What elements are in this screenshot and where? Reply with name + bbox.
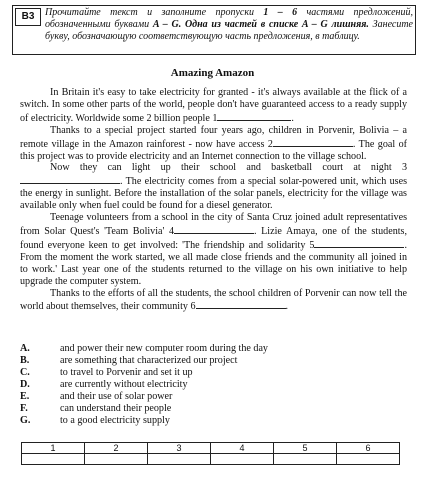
paragraph-3 xyxy=(20,162,407,212)
instruction-range: 1 – 6 xyxy=(263,7,298,18)
options-list xyxy=(20,343,400,427)
option-text: and power their new computer room during the day xyxy=(60,343,268,354)
reading-text xyxy=(20,87,407,313)
paragraph-4 xyxy=(20,212,407,287)
gap-1[interactable] xyxy=(217,111,291,121)
option-text: can understand their people xyxy=(60,403,172,414)
option-letter: C. xyxy=(20,367,30,378)
answer-cell-5[interactable] xyxy=(274,454,337,465)
gap-5[interactable] xyxy=(314,238,404,248)
gap-3[interactable] xyxy=(20,174,120,184)
paragraph-text: . Lizie Amaya, one of the students, found everyone keen to get involved: 'The friendship and solidarity 5 xyxy=(20,225,408,251)
answer-cell-6[interactable] xyxy=(337,454,400,465)
option-b xyxy=(20,355,400,367)
option-e xyxy=(20,391,400,403)
answer-table-header-row xyxy=(22,443,400,454)
option-letter: D. xyxy=(20,379,30,390)
option-letter: E. xyxy=(20,391,30,402)
option-text: and their use of solar power xyxy=(60,391,173,402)
text-title: Amazing Amazon xyxy=(170,67,255,79)
option-text: are something that characterized our project xyxy=(60,355,238,366)
answer-cell-1[interactable] xyxy=(22,454,85,465)
option-g xyxy=(20,415,400,427)
paragraph-text: . xyxy=(291,112,294,124)
gap-2[interactable] xyxy=(273,137,353,147)
paragraph-text: Thanks to the efforts of all the students, the school children of Porvenir can now tell the world about themselves, their community 6 xyxy=(20,287,407,313)
instruction-text-2: частями предложений, обозначенными буквами xyxy=(45,7,414,30)
paragraph-text: In Britain it's easy to take electricity for granted - it's always available at the flick of a switch. In some other parts of the world, people don't have guaranteed access to a ready supply of electricity. Worldwide some 2 billion people 1 xyxy=(20,87,407,124)
answer-cell-4[interactable] xyxy=(211,454,274,465)
answer-header-cell: 2 xyxy=(85,443,148,454)
option-letter: B. xyxy=(20,355,30,366)
answer-header-cell: 1 xyxy=(22,443,85,454)
option-c xyxy=(20,367,400,379)
answer-header-cell: 3 xyxy=(148,443,211,454)
option-letter: G. xyxy=(20,415,31,426)
instruction-text-3: Занесите букву, обозначающую соответствующую часть предложения, в таблицу. xyxy=(45,19,413,42)
paragraph-text: . From the moment the work started, we all made close friends and the community all joined in to work.' Last year one of the students returned to the village on his own initiative to help upgrade the computer system. xyxy=(20,239,407,287)
answer-header-cell: 5 xyxy=(274,443,337,454)
option-letter: A. xyxy=(20,343,30,354)
answer-cell-3[interactable] xyxy=(148,454,211,465)
paragraph-text: . xyxy=(285,301,289,313)
paragraph-text: . The goal of this project was to provide electricity and an Internet connection to the village school. xyxy=(20,138,408,162)
paragraph-text: Now they can light up their school and basketball court at night 3 xyxy=(50,162,407,174)
paragraph-5 xyxy=(20,288,407,314)
instruction-text-1: Прочитайте текст и заполните пропуски xyxy=(45,7,264,18)
paragraph-text: . The electricity comes from a special solar-powered unit, which uses the energy in sunlight. Before the installation of the solar panels, electricity for the village was available only when fuel could be found for a diesel generator. xyxy=(20,176,407,212)
option-d xyxy=(20,379,400,391)
option-text: are currently without electricity xyxy=(60,379,188,390)
paragraph-1 xyxy=(20,87,407,125)
option-text: to a good electricity supply xyxy=(60,415,170,426)
paragraph-text: Thanks to a special project started four years ago, children in Porvenir, Bolivia – a remote village in the Amazon rainforest - now have access 2 xyxy=(20,124,407,150)
gap-6[interactable] xyxy=(196,299,286,309)
task-instruction xyxy=(45,7,413,43)
answer-table-input-row xyxy=(22,454,400,465)
answer-header-cell: 4 xyxy=(211,443,274,454)
task-header xyxy=(12,5,416,55)
option-letter: F. xyxy=(20,403,28,414)
paragraph-2 xyxy=(20,125,407,163)
option-f xyxy=(20,403,400,415)
option-text: to travel to Porvenir and set it up xyxy=(60,367,193,378)
answer-cell-2[interactable] xyxy=(85,454,148,465)
gap-4[interactable] xyxy=(174,224,254,234)
answer-header-cell: 6 xyxy=(337,443,400,454)
instruction-bold: . Одна из частей в списке A – G лишняя. xyxy=(178,19,369,30)
option-a xyxy=(20,343,400,355)
instruction-letters: A – G xyxy=(152,19,179,30)
task-label: B3 xyxy=(15,8,41,26)
paragraph-text: Teenage volunteers from a school in the city of Santa Cruz joined adult representatives from Solar Quest's 'Team Bolivia' 4 xyxy=(20,212,407,237)
answer-table xyxy=(21,442,400,465)
